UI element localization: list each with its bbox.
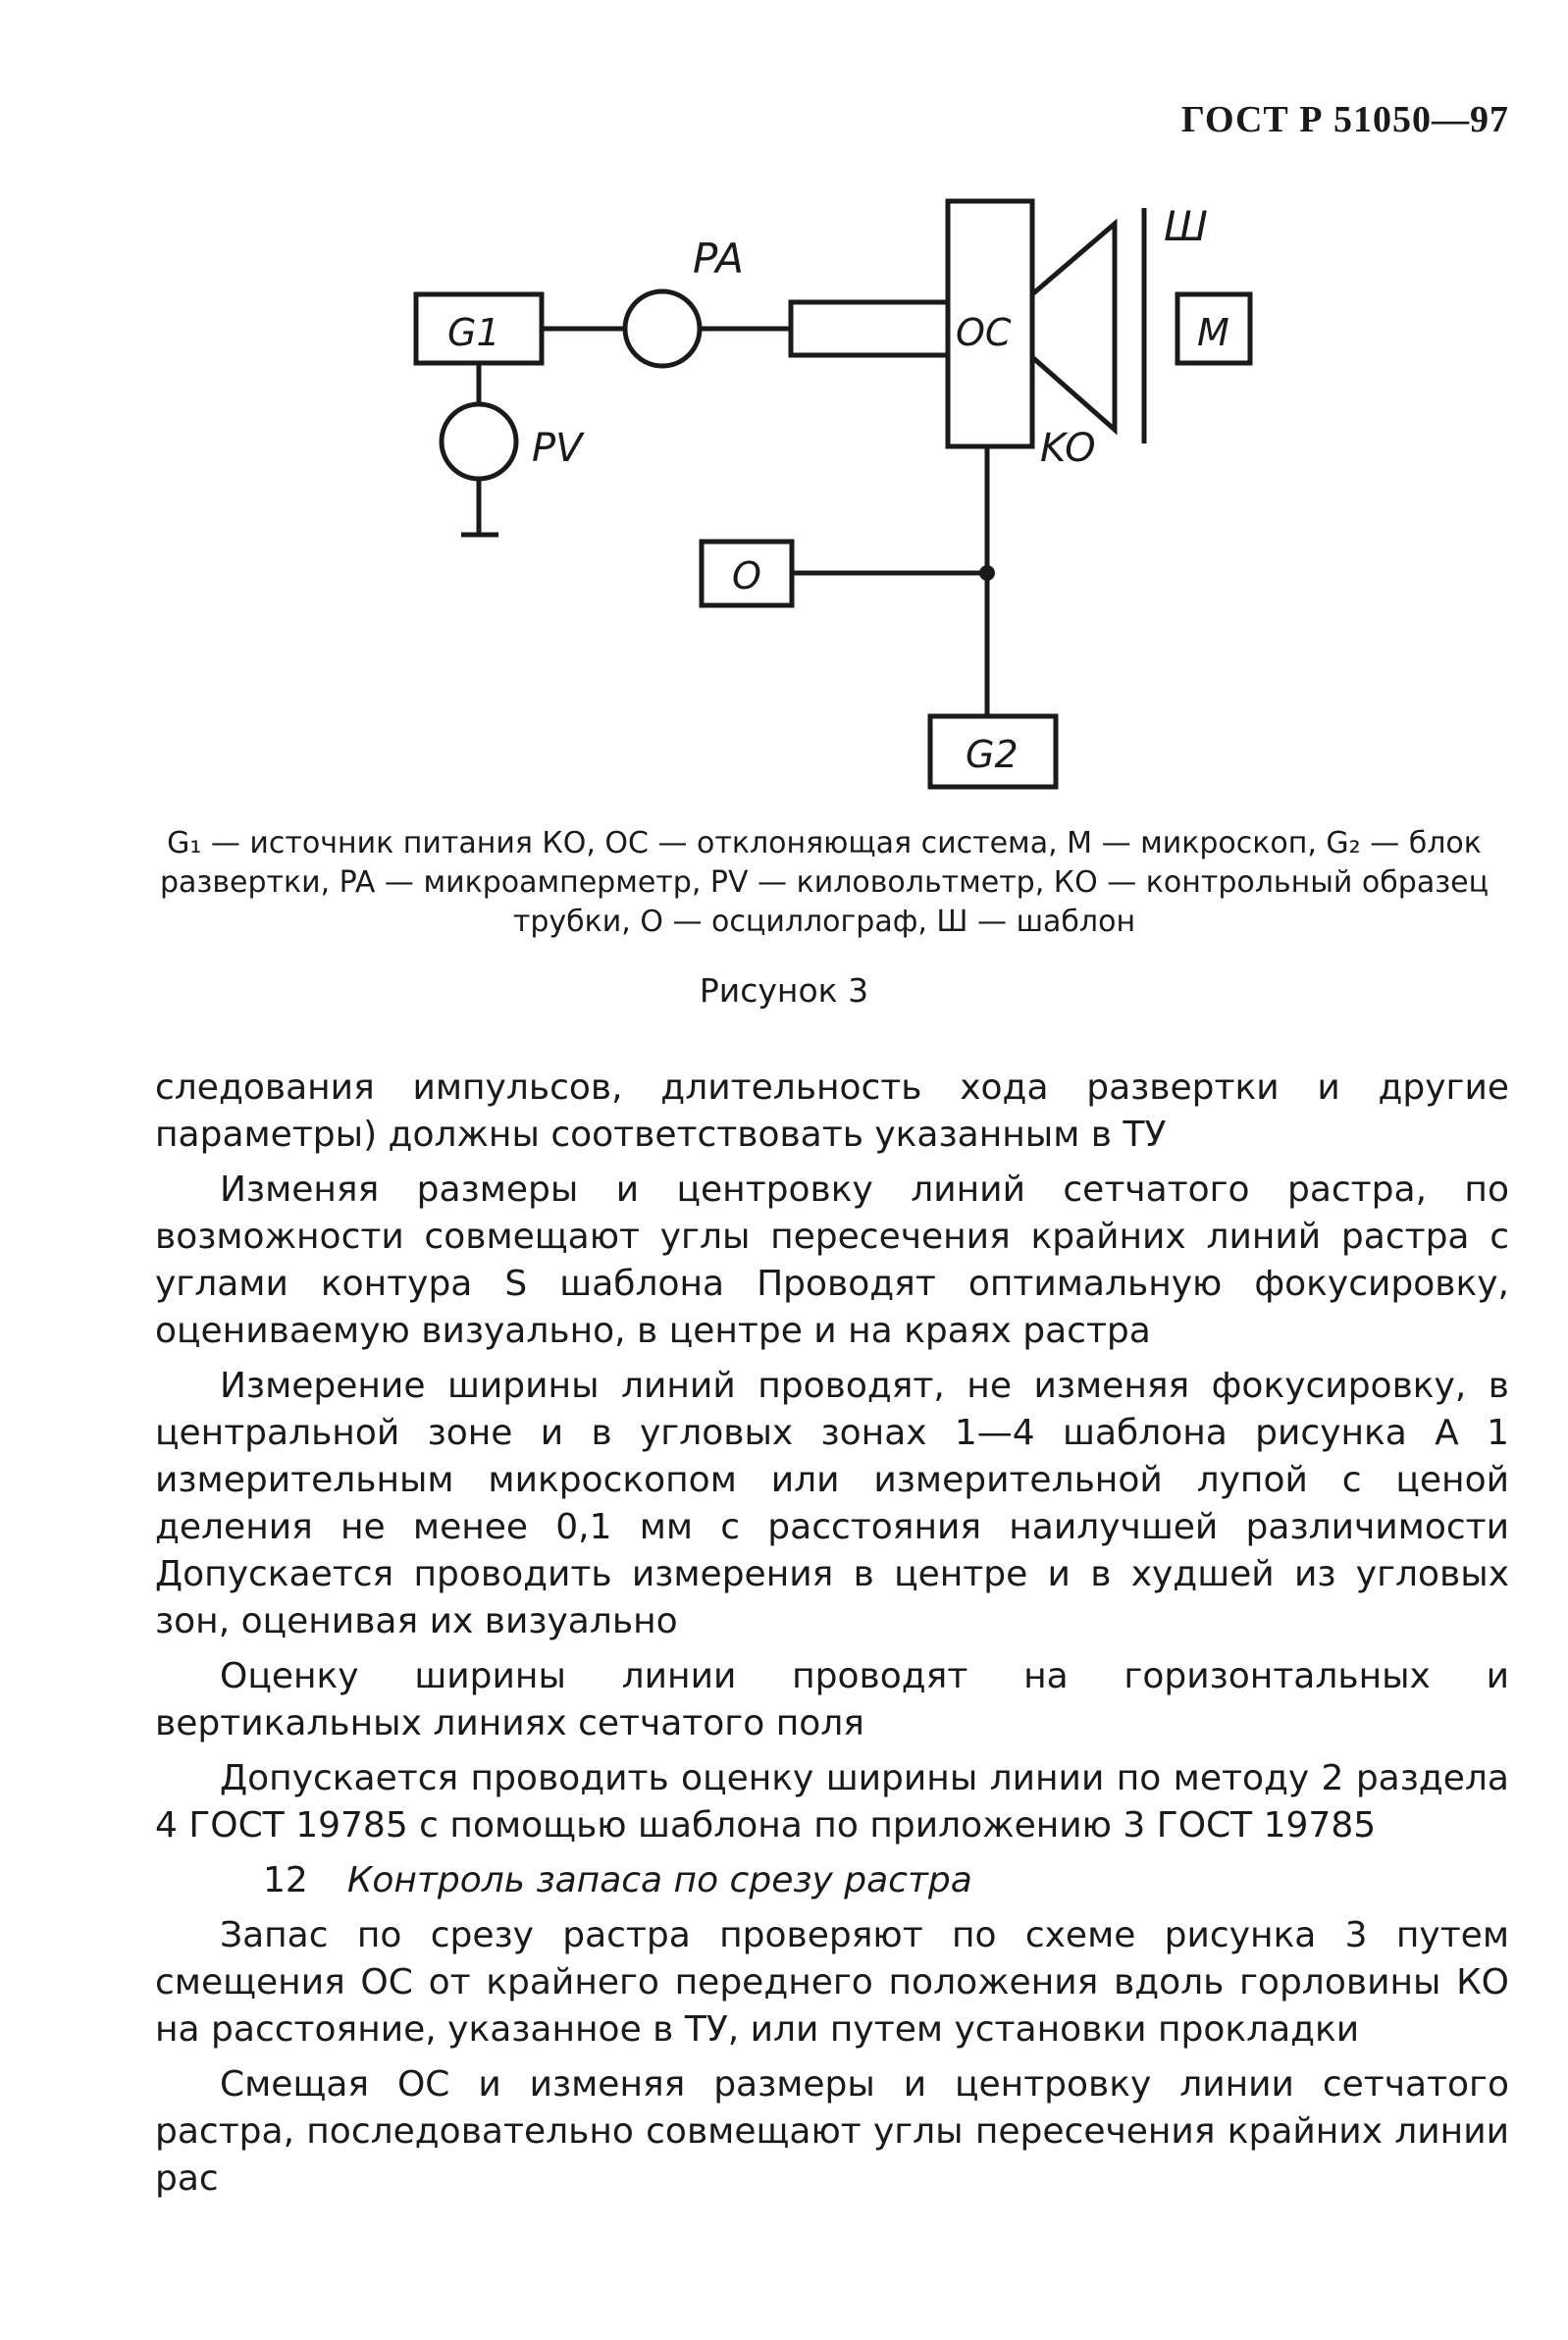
figure-caption <box>147 824 1501 942</box>
sh-label: Ш <box>1164 202 1208 250</box>
caption-line: G₁ — источник питания КО, ОС — отклоняющая система, М — микроскоп, G₂ — блок <box>167 826 1482 860</box>
o-label: O <box>732 554 761 598</box>
section-number: 12 <box>263 1860 308 1900</box>
document-header: ГОСТ Р 51050—97 <box>1180 99 1509 140</box>
pv-meter <box>442 404 516 479</box>
oc-label: OC <box>956 311 1012 354</box>
m-label: M <box>1197 311 1229 354</box>
paragraph: Смещая ОС и изменяя размеры и центровку линии сетчатого растра, последовательно совмещают углы пересечения крайних линии рас <box>155 2064 1509 2199</box>
screen-cone <box>1032 224 1115 430</box>
circuit-diagram <box>0 0 1568 805</box>
figure-title: Рисунок 3 <box>699 971 869 1010</box>
paragraph: Запас по срезу растра проверяют по схеме рисунка 3 путем смещения ОС от крайнего переднего положения вдоль горловины КО на расстояние, указанное в ТУ, или путем установки прокладки <box>155 1915 1509 2050</box>
pv-label: PV <box>532 426 583 471</box>
junction-dot <box>979 565 995 581</box>
tube-neck <box>791 302 948 355</box>
section-title: Контроль запаса по срезу растра <box>346 1860 972 1900</box>
body-text <box>155 1065 1509 2210</box>
g1-label: G1 <box>447 311 500 354</box>
pa-label: PA <box>693 234 744 283</box>
caption-line: развертки, PA — микроамперметр, PV — киловольтметр, КО — контрольный образец <box>159 865 1490 900</box>
g2-label: G2 <box>966 733 1019 776</box>
caption-line: трубки, О — осциллограф, Ш — шаблон <box>512 905 1136 939</box>
paragraph: следования импульсов, длительность хода развертки и другие параметры) должны соответствовать указанным в ТУ <box>155 1067 1509 1155</box>
paragraph: Измерение ширины линий проводят, не изменяя фокусировку, в центральной зоне и в угловых зонах 1—4 шаблона рисунка А 1 измерительным микроскопом или измерительной лупой с ценой деления не менее 0,1 мм с расстояния наилучшей различимости Допускается проводить измерения в центре и в худшей из угловых зон, оценивая их визуально <box>155 1366 1509 1641</box>
ko-label: KO <box>1040 426 1096 471</box>
paragraph: Допускается проводить оценку ширины линии по методу 2 раздела 4 ГОСТ 19785 с помощью шаблона по приложению 3 ГОСТ 19785 <box>155 1758 1509 1846</box>
pa-meter <box>625 291 700 366</box>
paragraph: Изменяя размеры и центровку линий сетчатого растра, по возможности совмещают углы пересечения крайних линий растра с углами контура S шаблона Проводят оптимальную фокусировку, оцениваемую визуально, в центре и на краях растра <box>155 1170 1509 1351</box>
paragraph: Оценку ширины линии проводят на горизонтальных и вертикальных линиях сетчатого поля <box>155 1656 1509 1743</box>
section-heading <box>155 1857 1509 1904</box>
